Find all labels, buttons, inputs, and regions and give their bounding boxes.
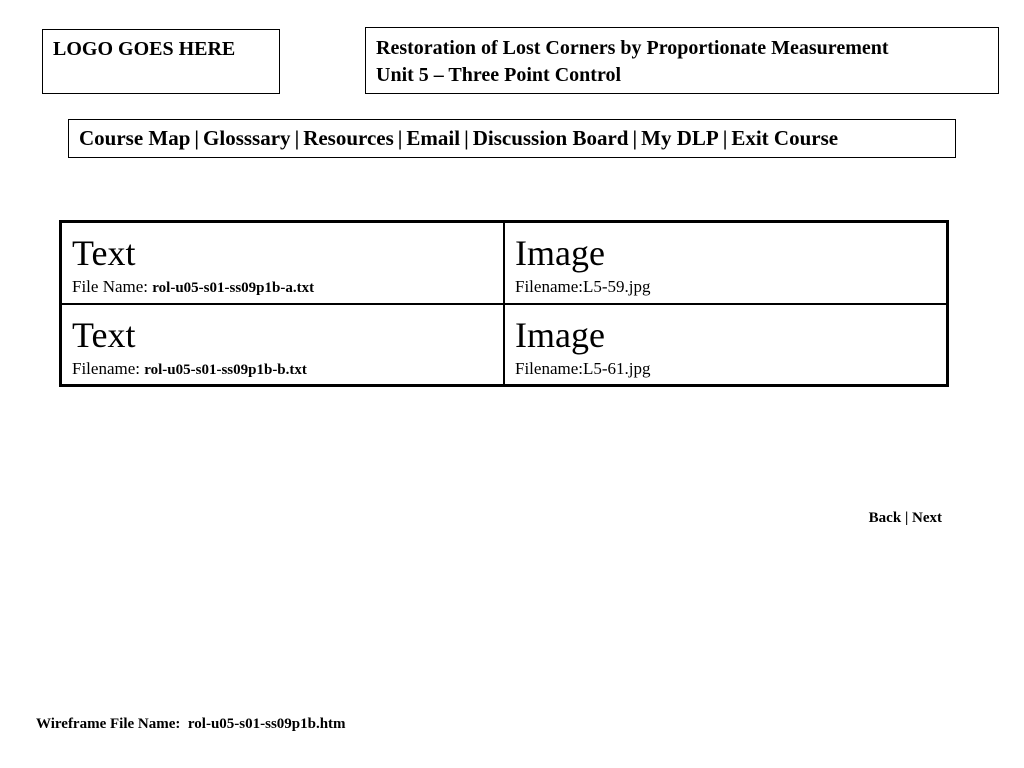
image-cell [504,304,948,386]
text-cell [61,304,505,386]
course-title-box [365,27,999,94]
text-heading: Text [72,233,136,273]
nav-separator: | [722,126,728,150]
unit-title: Unit 5 – Three Point Control [376,64,622,86]
nav-link-exit-course[interactable]: Exit Course [731,126,839,150]
logo-text: LOGO GOES HERE [53,38,236,60]
text-file-info [72,277,493,297]
course-navigation-bar [68,119,956,158]
pager-separator: | [901,510,912,526]
nav-separator: | [397,126,403,150]
nav-link-email[interactable]: Email [406,126,461,150]
text-file-info [72,359,493,379]
wireframe-filename: rol-u05-s01-ss09p1b.htm [187,716,346,732]
image-cell [504,222,948,304]
text-filename: rol-u05-s01-ss09p1b-a.txt [152,280,315,296]
wireframe-footer [36,716,346,733]
image-filename: Filename:L5-59.jpg [515,277,651,296]
wireframe-label: Wireframe File Name: [36,716,188,732]
logo-placeholder [42,29,280,94]
text-heading: Text [72,314,136,355]
nav-link-discussion-board[interactable]: Discussion Board [472,126,629,150]
image-heading: Image [515,314,605,355]
page-pager [869,510,942,527]
nav-link-resources[interactable]: Resources [303,126,394,150]
table-row [61,222,948,304]
image-heading: Image [515,233,605,273]
nav-separator: | [632,126,638,150]
file-label: File Name: [72,277,153,296]
nav-separator: | [194,126,200,150]
text-filename: rol-u05-s01-ss09p1b-b.txt [144,361,307,378]
next-link[interactable]: Next [912,510,942,526]
back-link[interactable]: Back [868,510,902,526]
image-filename: Filename:L5-61.jpg [515,358,651,378]
nav-separator: | [464,126,469,150]
file-label: Filename: [72,358,145,378]
nav-link-my-dlp[interactable]: My DLP [641,126,719,150]
nav-link-course-map[interactable]: Course Map [79,126,191,150]
content-layout-table [59,220,949,387]
course-title: Restoration of Lost Corners by Proportionate Measurement [376,37,889,59]
text-cell [61,222,505,304]
nav-link-glossary[interactable]: Glosssary [203,126,291,150]
table-row [61,304,948,386]
nav-separator: | [294,126,300,150]
